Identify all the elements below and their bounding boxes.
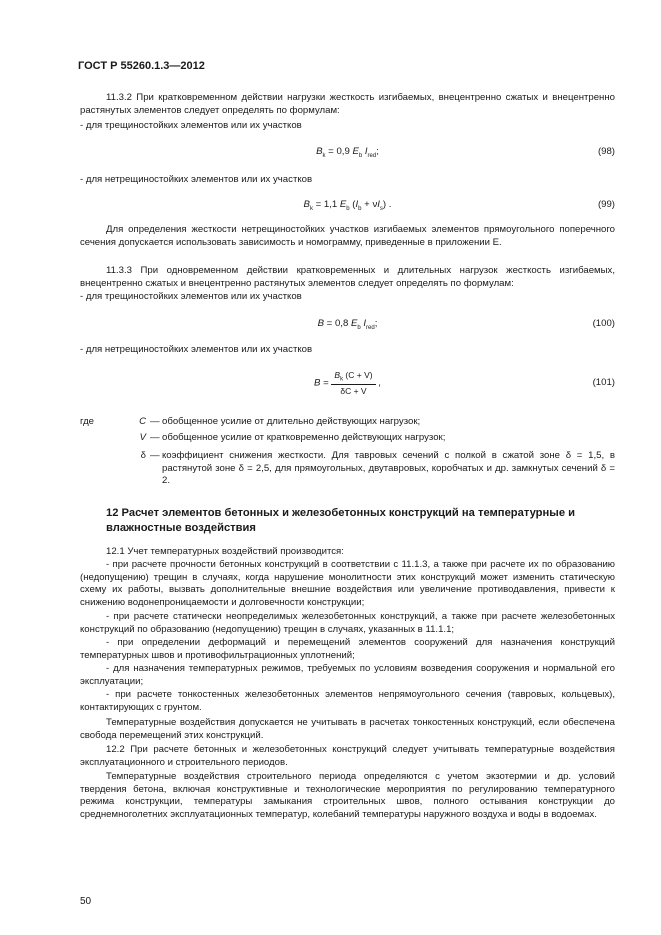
where-definition-text: обобщенное усилие от длительно действующих нагрузок; (162, 416, 421, 427)
where-symbol: δ (140, 450, 146, 461)
paragraph-nomogram: Для определения жесткости нетрещиностойких участков изгибаемых элементов прямоугольного поперечного сечения допускается использовать зависимость и номограмму, приведенные в приложении Е. (80, 224, 615, 248)
where-symbol: C (139, 416, 146, 427)
bullet-item: - при расчете статически неопределимых железобетонных конструкций, а также при расчете железобетонных конструкций по образованию (недопущению) трещин в случаях, указанных в 11.1.1; (80, 611, 615, 635)
non-crack-resistant-label-2: - для нетрещиностойких элементов или их участков (80, 344, 313, 355)
formula-101-number: (101) (592, 377, 615, 388)
formula-101-denominator: δC + V (340, 385, 367, 396)
paragraph-12-2: 12.2 При расчете бетонных и железобетонных конструкций следует учитывать температурные воздействия эксплуатационного и строительного периодов. (80, 744, 615, 768)
where-definition-text: коэффициент снижения жесткости. Для тавровых сечений с полкой в сжатой зоне δ = 1,5, в растянутой зоне δ = 2,5, для прямоугольных, двутавровых, коробчатых и др. замкнутых сечений δ = 2. (162, 450, 615, 486)
where-definition-text: обобщенное усилие от кратковременно действующих нагрузок; (162, 432, 446, 443)
formula-98 (80, 146, 615, 162)
bullet-item: - при расчете прочности бетонных конструкций в соответствии с 11.1.3, а также при расчете их по образованию (недопущению) трещин в случаях, когда нарушение монолитности этих конструкций может изменить статическую схему их работы, вызвать дополнительные внешние воздействия или увеличение противодавления, привести к снижению водонепроницаемости и долговечности конструкции; (80, 559, 615, 608)
formula-101 (80, 368, 615, 398)
formula-99-number: (99) (597, 199, 615, 210)
where-definition-c: где C — обобщенное усилие от длительно действующих нагрузок; (80, 416, 615, 429)
formula-100-number: (100) (592, 318, 615, 329)
section-12-heading: 12 Расчет элементов бетонных и железобетонных конструкций на температурные и влажностные воздействия (106, 507, 576, 534)
bullet-item: - при расчете тонкостенных железобетонных элементов непрямоугольного сечения (тавровых, кольцевых), контактирующих с грунтом. (80, 689, 615, 713)
formula-101-expression: B = $\frac{B_k (C + V)}{\delta C + V}$ , (314, 370, 381, 396)
where-word: где (80, 416, 95, 427)
paragraph-11-3-3: 11.3.3 При одновременном действии кратковременных и длительных нагрузок жесткость изгибаемых, внецентренно сжатых и внецентренно растянутых элементов следует определять по формулам: (80, 265, 615, 289)
crack-resistant-label-1: - для трещиностойких элементов или их участков (80, 120, 302, 131)
formula-101-numerator: $B_k$ (C + V) (331, 370, 375, 385)
paragraph-11-3-2: 11.3.2 При кратковременном действии нагрузки жесткость изгибаемых, внецентренно сжатых и внецентренно растянутых элементов следует определять по формулам: (80, 92, 615, 116)
document-code-header: ГОСТ Р 55260.1.3—2012 (78, 60, 205, 72)
where-symbol: V (139, 432, 146, 443)
formula-98-number: (98) (597, 146, 615, 157)
formula-99 (80, 199, 615, 215)
paragraph-construction-period: Температурные воздействия строительного периода определяются с учетом экзотермии и др. условий твердения бетона, включая конструктивные и технологические мероприятия по регулированию температурного режима конструкции, температуры замыкания строительных швов, полного остывания конструкции до среднемноголетних эксплуатационных температур, колебаний температуры наружного воздуха и воды в водоемах. (80, 771, 615, 820)
formula-98-expression: $B_k = 0,9$ $E_b$ $I_{red}$; (316, 146, 379, 159)
formula-101-fraction (331, 370, 375, 396)
crack-resistant-label-2: - для трещиностойких элементов или их участков (80, 291, 302, 302)
where-definition-v: V — обобщенное усилие от кратковременно действующих нагрузок; (80, 432, 615, 445)
where-definition-delta: δ — коэффициент снижения жесткости. Для тавровых сечений с полкой в сжатой зоне δ = 1,5, в растянутой зоне δ = 2,5, для прямоугольных, двутавровых, коробчатых и др. замкнутых сечений δ = 2. (80, 450, 615, 490)
formula-99-expression: $B_k = 1,1$ $E_b$ $(I_b + \nu I_s)$ . (303, 199, 392, 212)
non-crack-resistant-label-1: - для нетрещиностойких элементов или их участков (80, 174, 313, 185)
paragraph-thin-wall: Температурные воздействия допускается не учитывать в расчетах тонкостенных конструкций, если обеспечена свобода перемещений этих конструкций. (80, 717, 615, 741)
bullet-item: - при определении деформаций и перемещений элементов сооружений для назначения конструкций температурных швов и противофильтрационных уплотнений; (80, 637, 615, 661)
bullet-item: - для назначения температурных режимов, требуемых по условиям возведения сооружения и нормальной его эксплуатации; (80, 663, 615, 687)
formula-100 (80, 318, 615, 334)
page-number: 50 (80, 896, 92, 907)
formula-100-expression: B = 0,8 $E_b$ $I_{red}$; (317, 318, 378, 331)
paragraph-12-1: 12.1 Учет температурных воздействий производится: (106, 546, 344, 557)
